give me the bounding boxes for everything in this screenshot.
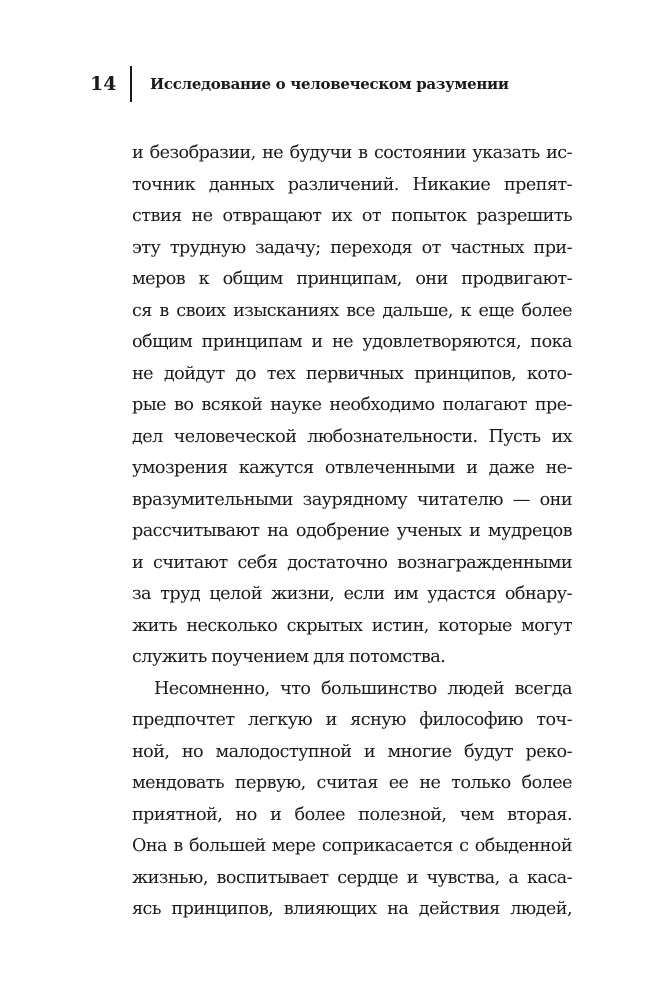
text-line: предпочтет легкую и ясную философию точ- <box>132 710 572 730</box>
text-line: ся в своих изысканиях все дальше, к еще более <box>132 300 572 321</box>
page-number: 14 <box>90 73 117 95</box>
text-line: рассчитывают на одобрение ученых и мудрецов <box>132 521 572 541</box>
text-line: приятной, но и более полезной, чем вторая. <box>132 804 572 825</box>
text-line: и безобразии, не будучи в состоянии указать ис- <box>132 143 572 163</box>
text-line: ной, но малодоступной и многие будут реко- <box>132 741 572 762</box>
text-line: жизнью, воспитывает сердце и чувства, а каса- <box>132 867 572 888</box>
body-text <box>132 138 572 926</box>
text-line: за труд целой жизни, если им удастся обнару- <box>132 584 572 604</box>
text-line: Она в большей мере соприкасается с обыденной <box>132 836 572 856</box>
running-head <box>90 64 509 104</box>
text-line: ясь принципов, влияющих на действия людей, <box>132 899 572 919</box>
text-line: эту трудную задачу; переходя от частных при- <box>132 237 572 258</box>
paragraph-end-line: служить поучением для потомства. <box>132 647 446 667</box>
text-line: умозрения кажутся отвлеченными и даже не- <box>132 458 572 478</box>
book-title: Исследование о человеческом разумении <box>150 75 509 93</box>
text-line: меров к общим принципам, они продвигают- <box>132 269 572 289</box>
paragraph-start-line: Несомненно, что большинство людей всегда <box>154 678 572 699</box>
text-line: вразумительными заурядному читателю — они <box>132 489 572 510</box>
header-divider <box>130 66 132 102</box>
text-line: жить несколько скрытых истин, которые могут <box>132 615 572 636</box>
text-line: точник данных различений. Никакие препят- <box>132 174 572 195</box>
text-line: общим принципам и не удовлетворяются, пока <box>132 332 572 352</box>
text-line: ствия не отвращают их от попыток разрешить <box>132 206 572 226</box>
text-line: дел человеческой любознательности. Пусть их <box>132 426 572 447</box>
text-line: рые во всякой науке необходимо полагают пре- <box>132 395 572 415</box>
text-line: не дойдут до тех первичных принципов, кото- <box>132 363 572 384</box>
text-line: мендовать первую, считая ее не только более <box>132 773 572 793</box>
text-line: и считают себя достаточно вознагражденными <box>132 552 572 573</box>
